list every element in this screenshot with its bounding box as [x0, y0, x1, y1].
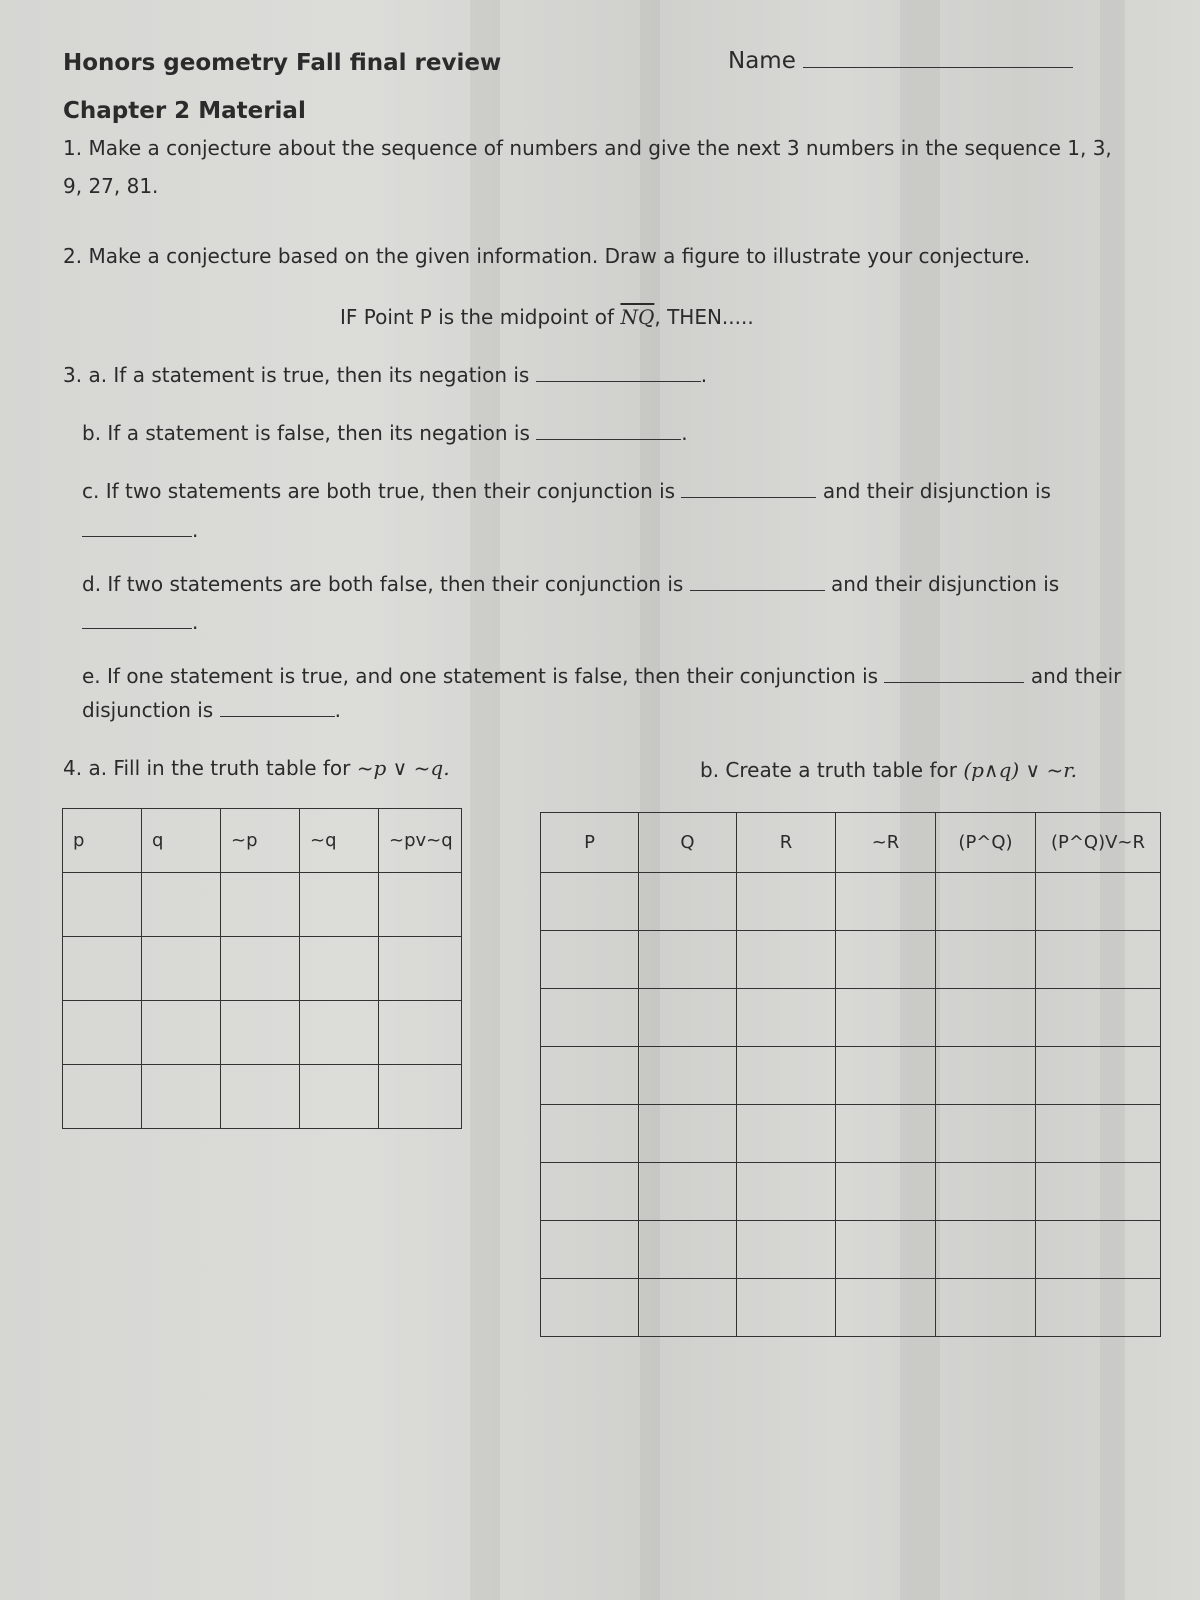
- q4a-expr: ~p ∨ ~q.: [356, 756, 450, 780]
- header-R: R: [737, 813, 836, 873]
- table-cell[interactable]: [936, 873, 1036, 931]
- q2-statement: [340, 305, 754, 329]
- table-cell[interactable]: [221, 1001, 300, 1065]
- table-cell[interactable]: [836, 989, 936, 1047]
- table-cell[interactable]: [541, 1105, 639, 1163]
- q2-text: 2. Make a conjecture based on the given information. Draw a figure to illustrate your conjecture.: [63, 244, 1031, 268]
- table-cell[interactable]: [639, 1047, 737, 1105]
- table-cell[interactable]: [836, 873, 936, 931]
- q3b-blank[interactable]: [536, 421, 681, 440]
- q1-line2: 9, 27, 81.: [63, 174, 159, 198]
- q3a-text: 3. a. If a statement is true, then its negation is: [63, 363, 530, 387]
- q3a: 3. a. If a statement is true, then its negation is .: [63, 363, 708, 387]
- q3d-blank2[interactable]: [82, 610, 192, 629]
- table-cell[interactable]: [541, 1047, 639, 1105]
- name-label-text: Name: [728, 48, 796, 74]
- q3c-text2: and their disjunction is: [822, 479, 1051, 503]
- chapter-heading: Chapter 2 Material: [63, 98, 306, 124]
- table-cell[interactable]: [737, 989, 836, 1047]
- header-Q: Q: [639, 813, 737, 873]
- table-cell[interactable]: [1036, 1279, 1161, 1337]
- table-cell[interactable]: [936, 1279, 1036, 1337]
- q3d-blank1[interactable]: [690, 572, 825, 591]
- table-row: [541, 873, 1161, 931]
- table-cell[interactable]: [639, 1221, 737, 1279]
- table-cell[interactable]: [142, 937, 221, 1001]
- header-P: P: [541, 813, 639, 873]
- q3e-text: e. If one statement is true, and one statement is false, then their conjunction is: [82, 664, 879, 688]
- table-cell[interactable]: [836, 1047, 936, 1105]
- name-blank[interactable]: [803, 49, 1073, 68]
- table-cell[interactable]: [936, 931, 1036, 989]
- header-p: p: [63, 809, 142, 873]
- q3c-line2: .: [82, 518, 198, 542]
- table-cell[interactable]: [737, 1047, 836, 1105]
- table-row: [541, 931, 1161, 989]
- q3c-blank2[interactable]: [82, 518, 192, 537]
- worksheet-title: Honors geometry Fall final review: [63, 50, 502, 76]
- q4b-label: b. Create a truth table for: [700, 758, 957, 782]
- q3e-line2: disjunction is .: [82, 698, 341, 722]
- table-cell[interactable]: [142, 873, 221, 937]
- table-cell[interactable]: [639, 1105, 737, 1163]
- table-cell[interactable]: [300, 1065, 379, 1129]
- header-p-and-q-or-not-r: (P^Q)V~R: [1036, 813, 1161, 873]
- q3b: b. If a statement is false, then its negation is .: [82, 421, 688, 445]
- table-cell[interactable]: [63, 1001, 142, 1065]
- table-cell[interactable]: [1036, 873, 1161, 931]
- table-cell[interactable]: [541, 873, 639, 931]
- header-not-p-or-not-q: ~pv~q: [379, 809, 462, 873]
- table-cell[interactable]: [639, 931, 737, 989]
- table-cell[interactable]: [541, 931, 639, 989]
- q3e-blank2[interactable]: [220, 698, 335, 717]
- q3d-line2: .: [82, 610, 198, 634]
- table-cell[interactable]: [1036, 1163, 1161, 1221]
- truth-table-a: [62, 808, 462, 1129]
- q1-line1: 1. Make a conjecture about the sequence of numbers and give the next 3 numbers in the sequence 1, 3,: [63, 136, 1112, 160]
- table-row: [541, 1221, 1161, 1279]
- table-cell[interactable]: [1036, 1047, 1161, 1105]
- table-cell[interactable]: [737, 1105, 836, 1163]
- table-cell[interactable]: [1036, 1105, 1161, 1163]
- table-cell[interactable]: [936, 1221, 1036, 1279]
- table-cell[interactable]: [836, 1163, 936, 1221]
- header-p-and-q: (P^Q): [936, 813, 1036, 873]
- table-cell[interactable]: [836, 1279, 936, 1337]
- table-cell[interactable]: [1036, 1221, 1161, 1279]
- q3e: [82, 664, 1121, 688]
- table-cell[interactable]: [63, 1065, 142, 1129]
- q3d: [82, 572, 1059, 596]
- table-cell[interactable]: [221, 1065, 300, 1129]
- table-cell[interactable]: [737, 1221, 836, 1279]
- table-cell[interactable]: [221, 937, 300, 1001]
- table-cell[interactable]: [836, 931, 936, 989]
- table-cell[interactable]: [379, 937, 462, 1001]
- table-cell[interactable]: [379, 873, 462, 937]
- table-row: [541, 1105, 1161, 1163]
- table-cell[interactable]: [142, 1065, 221, 1129]
- table-cell[interactable]: [142, 1001, 221, 1065]
- header-not-p: ~p: [221, 809, 300, 873]
- table-cell[interactable]: [737, 1163, 836, 1221]
- q3b-text: b. If a statement is false, then its negation is: [82, 421, 530, 445]
- q4b-expr: (p∧q) ∨ ~r.: [963, 758, 1078, 782]
- table-cell[interactable]: [836, 1105, 936, 1163]
- table-cell[interactable]: [541, 1221, 639, 1279]
- table-row: [63, 937, 462, 1001]
- q3e-text2: and their: [1030, 664, 1122, 688]
- table-cell[interactable]: [221, 873, 300, 937]
- q3d-text: d. If two statements are both false, then their conjunction is: [82, 572, 684, 596]
- q4b: [700, 758, 1077, 782]
- table-cell[interactable]: [936, 989, 1036, 1047]
- q2-then: , THEN.....: [654, 305, 754, 329]
- header-not-R: ~R: [836, 813, 936, 873]
- q3c: [82, 479, 1051, 503]
- table-cell[interactable]: [1036, 989, 1161, 1047]
- table-row: [63, 1065, 462, 1129]
- header-q: q: [142, 809, 221, 873]
- table-cell[interactable]: [737, 1279, 836, 1337]
- q3e-blank1[interactable]: [884, 664, 1024, 683]
- table-row: [541, 989, 1161, 1047]
- table-row: [541, 1047, 1161, 1105]
- table-cell[interactable]: [300, 1001, 379, 1065]
- table-cell[interactable]: [379, 1065, 462, 1129]
- table-cell[interactable]: [936, 1047, 1036, 1105]
- q3c-text: c. If two statements are both true, then their conjunction is: [82, 479, 676, 503]
- table-cell[interactable]: [300, 873, 379, 937]
- table-row: [541, 1163, 1161, 1221]
- segment-nq: $\overline{NQ}$: [620, 305, 655, 329]
- truth-table-b: [540, 812, 1161, 1337]
- table-cell[interactable]: [639, 1163, 737, 1221]
- table-cell[interactable]: [379, 1001, 462, 1065]
- table-cell[interactable]: [936, 1105, 1036, 1163]
- table-row: [63, 1001, 462, 1065]
- q4a-label: 4. a. Fill in the truth table for: [63, 756, 351, 780]
- q2-if: IF Point P is the midpoint of: [340, 305, 621, 329]
- table-cell[interactable]: [1036, 931, 1161, 989]
- table-cell[interactable]: [737, 873, 836, 931]
- table-cell[interactable]: [639, 989, 737, 1047]
- table-cell[interactable]: [300, 937, 379, 1001]
- table-cell[interactable]: [63, 937, 142, 1001]
- table-cell[interactable]: [63, 873, 142, 937]
- table-cell[interactable]: [541, 1163, 639, 1221]
- table-cell[interactable]: [639, 1279, 737, 1337]
- q3d-text2: and their disjunction is: [831, 572, 1060, 596]
- table-cell[interactable]: [541, 1279, 639, 1337]
- table-cell[interactable]: [541, 989, 639, 1047]
- q3e-text3: disjunction is: [82, 698, 214, 722]
- q3a-blank[interactable]: [536, 363, 701, 382]
- table-cell[interactable]: [936, 1163, 1036, 1221]
- table-cell[interactable]: [836, 1221, 936, 1279]
- q3c-blank1[interactable]: [681, 479, 816, 498]
- q4a: [63, 756, 450, 780]
- table-row: [541, 1279, 1161, 1337]
- table-cell[interactable]: [639, 873, 737, 931]
- table-cell[interactable]: [737, 931, 836, 989]
- name-label: [728, 48, 1073, 74]
- table-row: [63, 873, 462, 937]
- header-not-q: ~q: [300, 809, 379, 873]
